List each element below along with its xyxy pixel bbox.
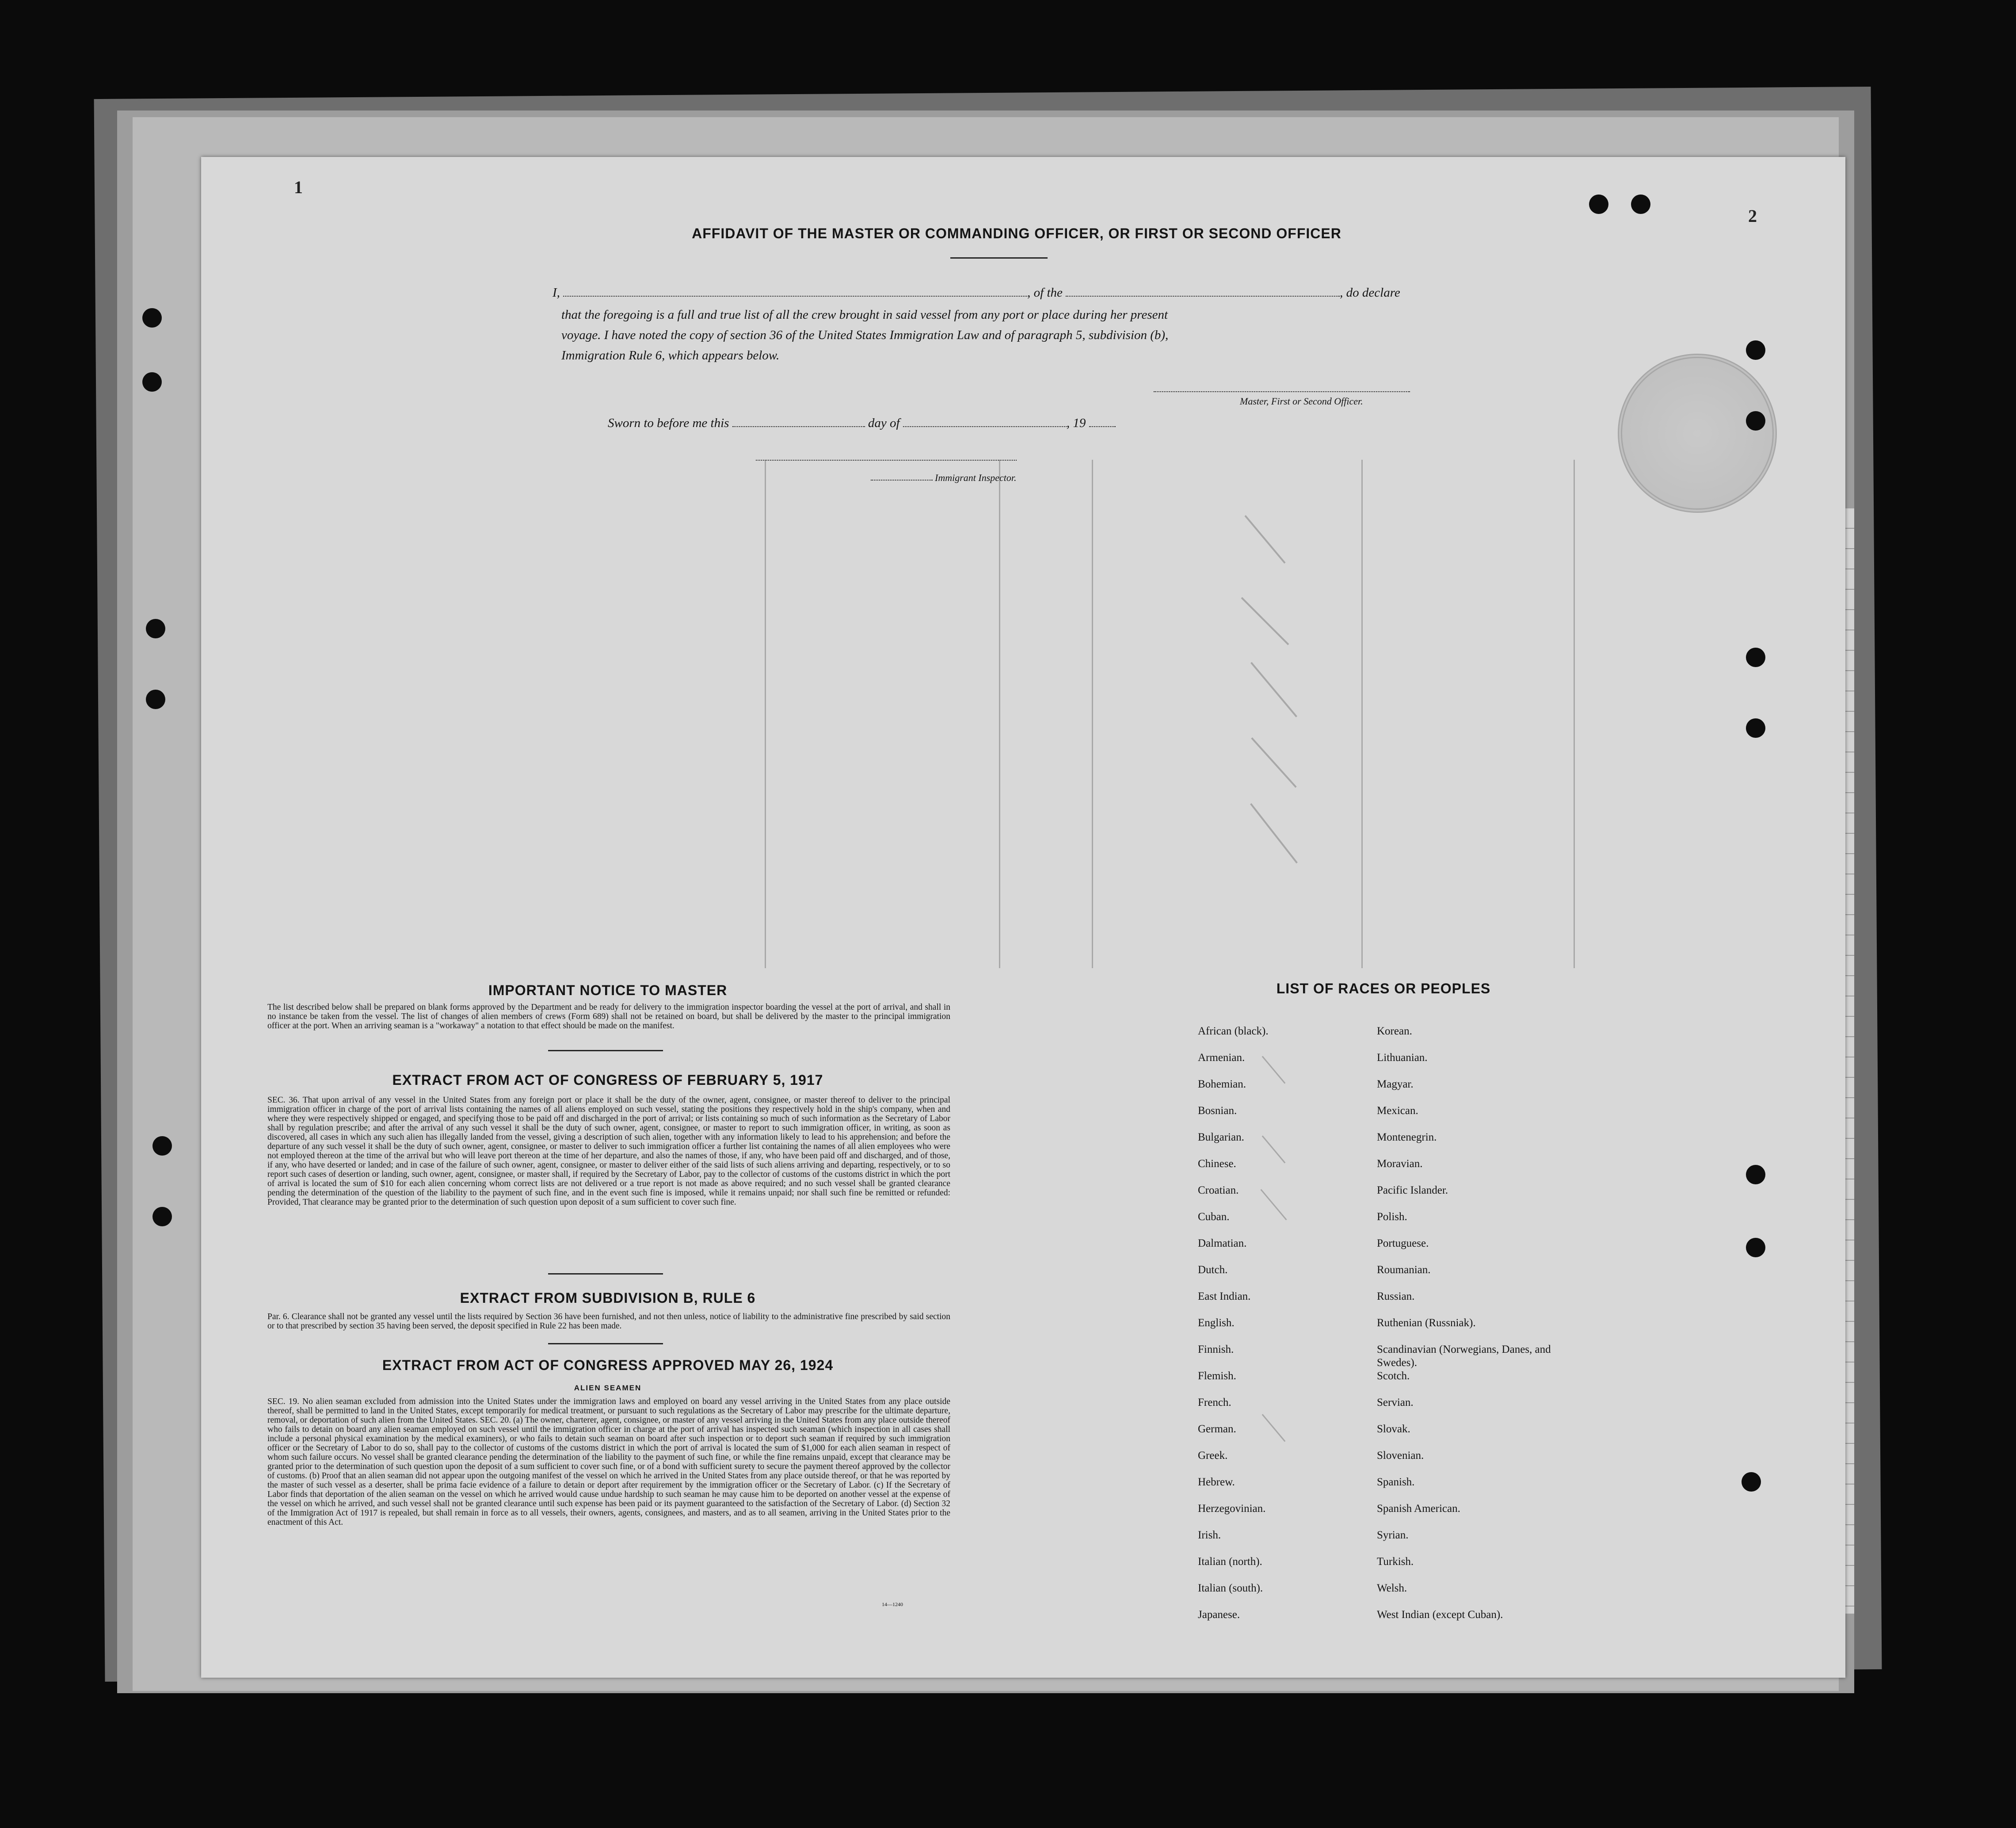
section-divider	[548, 1050, 663, 1051]
affidavit-line-2: that the foregoing is a full and true list of all the crew brought in said vessel from any port or place during her present	[561, 308, 1168, 322]
races-heading: LIST OF RACES OR PEOPLES	[1276, 981, 1491, 996]
master-signature-field[interactable]	[1154, 391, 1410, 392]
race-item: Greek.	[1198, 1450, 1228, 1462]
extract-rule6-heading: EXTRACT FROM SUBDIVISION B, RULE 6	[460, 1290, 756, 1306]
race-item: Mexican.	[1377, 1105, 1418, 1117]
race-item: West Indian (except Cuban).	[1377, 1609, 1503, 1621]
race-item: Servian.	[1377, 1397, 1414, 1408]
sworn-label: Sworn to before me this	[608, 416, 729, 430]
race-item: Scandinavian (Norwegians, Danes, and Swedes).	[1377, 1343, 1551, 1369]
year-label: , 19	[1066, 416, 1086, 430]
sworn-month-field[interactable]	[903, 426, 1067, 427]
section-divider	[548, 1273, 663, 1275]
declarant-name-field[interactable]	[563, 296, 1027, 297]
day-of-label: day of	[868, 416, 900, 430]
race-item: Scotch.	[1377, 1370, 1410, 1382]
inspector-signature-field[interactable]	[756, 460, 1017, 461]
race-item: African (black).	[1198, 1025, 1269, 1037]
extract-1924-text: SEC. 19. No alien seaman excluded from admission into the United States under the immigration laws and employed on board any vessel arriving in the United States from any place outside thereof, shall be permitted to land in the United States, except temporarily for medical treatment, or pursuant to such regulations as the Secretary of Labor may prescribe for the ultimate departure, removal, or deportation of such alien from the United States. SEC. 20. (a) The owner, charterer, agent, consignee, or master of any vessel arriving in the United States from any place outside thereof who fails to detain on board any alien seaman employed on such vessel until the immigration officer in charge at the port of arrival has inspected such seaman (which inspection in all cases shall include a personal physical examination by the medical examiners), or who fails to detain such seaman on board after such inspection or to deport such seaman if required by such immigration officer or the Secretary of Labor to do so, shall pay to the collector of customs of the customs district in which the port of arrival is located the sum of $1,000 for each alien seaman in respect of whom such failure occurs. No vessel shall be granted clearance pending the determination of the liability to the payment of such fine, or while the fine remains unpaid, except that clearance may be granted prior to the determination of such question upon the deposit of a sum sufficient to cover such fine, or of a bond with sufficient surety to secure the payment thereof approved by the collector of customs. (b) Proof that an alien seaman did not appear upon the outgoing manifest of the vessel on which he arrived in the United States from any place outside thereof, or that he was reported by the master of such vessel as a deserter, shall be prima facie evidence of a failure to detain or deport after requirement by the immigration officer or the Secretary of Labor. (c) If the Secretary of Labor finds that deportation of the alien seaman on the vessel on which he arrived would cause undue hardship to such seaman he may cause him to be deported on another vessel at the expense of the vessel on which he arrived, and such vessel shall not be granted clearance until such expense has been paid or its payment guaranteed to the satisfaction of the Secretary of Labor. (d) Section 32 of the Immigration Act of 1917 is repealed, but shall remain in force as to all vessels, their owners, agents, consignees, and masters, and as to all seamen, arriving in the United States prior to the enactment of this Act.	[267, 1397, 950, 1527]
race-item: Chinese.	[1198, 1158, 1236, 1170]
race-item: Moravian.	[1377, 1158, 1423, 1170]
race-item: Dalmatian.	[1198, 1237, 1247, 1249]
vessel-name-field[interactable]	[1066, 296, 1340, 297]
race-item: Italian (south).	[1198, 1582, 1263, 1594]
race-item: Portuguese.	[1377, 1237, 1429, 1249]
race-item: Armenian.	[1198, 1052, 1245, 1064]
race-item: Spanish.	[1377, 1476, 1415, 1488]
race-item: Turkish.	[1377, 1556, 1414, 1568]
affidavit-line-4: Immigration Rule 6, which appears below.	[561, 348, 780, 363]
race-item: Slovak.	[1377, 1423, 1410, 1435]
race-item: Pacific Islander.	[1377, 1184, 1448, 1196]
do-declare-label: , do declare	[1340, 286, 1400, 300]
notice-text: The list described below shall be prepared on blank forms approved by the Department and be ready for delivery to the immigration inspector boarding the vessel at the port of arrival, and shall in no instance be taken from the vessel. The list of changes of alien members of crews (Form 689) shall not be retained on board, but shall be delivered by the master to the principal immigration officer at the port. When an arriving seaman is a "workaway" a notation to that effect should be made on the manifest.	[267, 1003, 950, 1030]
sworn-day-field[interactable]	[732, 426, 865, 427]
race-item: Croatian.	[1198, 1184, 1239, 1196]
races-list-column-1	[1198, 1025, 1357, 1635]
inspector-signature-label: Immigrant Inspector.	[935, 472, 1017, 483]
extract-1917-heading: EXTRACT FROM ACT OF CONGRESS OF FEBRUARY 5, 1917	[392, 1072, 823, 1088]
inspection-stamp-seal	[1618, 354, 1777, 513]
race-item: Japanese.	[1198, 1609, 1240, 1621]
race-item: Welsh.	[1377, 1582, 1407, 1594]
page-number-left: 1	[294, 177, 303, 197]
race-item: Bulgarian.	[1198, 1131, 1244, 1143]
race-item: Russian.	[1377, 1290, 1415, 1302]
race-item: French.	[1198, 1397, 1231, 1408]
notice-heading: IMPORTANT NOTICE TO MASTER	[488, 982, 728, 998]
race-item: Finnish.	[1198, 1343, 1234, 1355]
race-item: Spanish American.	[1377, 1503, 1460, 1515]
inspector-signature-dots	[871, 480, 933, 481]
sworn-line	[608, 413, 1116, 433]
page-number-right: 2	[1748, 206, 1757, 226]
race-item: Flemish.	[1198, 1370, 1236, 1382]
form-print-code: 14—1240	[882, 1601, 903, 1607]
race-item: Dutch.	[1198, 1264, 1228, 1276]
extract-rule6-text: Par. 6. Clearance shall not be granted any vessel until the lists required by Section 36 have been furnished, and not then unless, notice of liability to the administrative fine prescribed by said section or to that prescribed by section 35 having been served, the deposit specified in Rule 22 has been made.	[267, 1312, 950, 1331]
race-item: East Indian.	[1198, 1290, 1251, 1302]
master-signature-label: Master, First or Second Officer.	[1240, 396, 1363, 407]
race-item: Hebrew.	[1198, 1476, 1235, 1488]
races-list-column-2	[1377, 1025, 1589, 1635]
alien-seamen-subheading: ALIEN SEAMEN	[574, 1384, 642, 1392]
race-item: Herzegovinian.	[1198, 1503, 1266, 1515]
extract-1924-heading: EXTRACT FROM ACT OF CONGRESS APPROVED MAY 26, 1924	[382, 1357, 834, 1373]
race-item: Lithuanian.	[1377, 1052, 1428, 1064]
race-item: German.	[1198, 1423, 1236, 1435]
race-item: Magyar.	[1377, 1078, 1414, 1090]
affidavit-line-3: voyage. I have noted the copy of section 36 of the United States Immigration Law and of paragraph 5, subdivision (b),	[561, 328, 1169, 342]
of-the-label: , of the	[1027, 286, 1063, 300]
race-item: Syrian.	[1377, 1529, 1409, 1541]
race-item: Roumanian.	[1377, 1264, 1431, 1276]
race-item: Korean.	[1377, 1025, 1412, 1037]
race-item: Bosnian.	[1198, 1105, 1237, 1117]
race-item: Irish.	[1198, 1529, 1221, 1541]
race-item: Slovenian.	[1377, 1450, 1424, 1462]
race-item: Bohemian.	[1198, 1078, 1246, 1090]
race-item: Cuban.	[1198, 1211, 1230, 1223]
affidavit-title: AFFIDAVIT OF THE MASTER OR COMMANDING OFFICER, OR FIRST OR SECOND OFFICER	[692, 225, 1341, 241]
race-item: Ruthenian (Russniak).	[1377, 1317, 1476, 1329]
race-item: English.	[1198, 1317, 1235, 1329]
declarant-prefix: I,	[553, 286, 560, 300]
sworn-year-field[interactable]	[1089, 426, 1116, 427]
race-item: Polish.	[1377, 1211, 1407, 1223]
race-item: Montenegrin.	[1377, 1131, 1437, 1143]
section-divider	[548, 1343, 663, 1344]
title-underline	[950, 257, 1048, 259]
extract-1917-text: SEC. 36. That upon arrival of any vessel in the United States from any foreign port or place it shall be the duty of the owner, agent, consignee, or master thereof to deliver to the principal immigration officer in charge of the port of arrival lists containing the names of all aliens employed on such vessel, stating the positions they respectively hold in the ship's company, when and where they were respectively shipped or engaged, and specifying those to be paid off and discharged in the port of arrival; or lists containing so much of such information as the Secretary of Labor shall by regulation prescribe; and after the arrival of any such vessel it shall be the duty of such owner, agent, consignee, or master to report to such immigration officer, in writing, as soon as discovered, all cases in which any such alien has illegally landed from the vessel, giving a description of such alien, together with any information likely to lead to his apprehension; and before the departure of any such vessel it shall be the duty of such owner, agent, consignee, or master to deliver to such immigration officer a further list containing the names of all alien employees who were not employed thereon at the time of the arrival but who will leave port thereon at the time of her departure, and also the names of those, if any, who have been paid off and discharged, and of those, if any, who have deserted or landed; and in case of the failure of such owner, agent, consignee, or master to deliver either of the said lists of such aliens arriving and departing, respectively, or to so report such cases of desertion or landing, such owner, agent, consignee, or master shall, if required by the Secretary of Labor, pay to the collector of customs of the customs district in which the port of arrival is located the sum of $10 for each alien concerning whom correct lists are not delivered or a true report is not made as above required; and no such vessel shall be granted clearance pending the determination of the question of the liability to the payment of such fine, and in the event such fine is imposed, while it remains unpaid; nor shall such fine be remitted or refunded: Provided, That clearance may be granted prior to the determination of such question upon deposit of a sum sufficient to cover such fine.	[267, 1095, 950, 1207]
affidavit-line-1	[553, 283, 1400, 302]
race-item: Italian (north).	[1198, 1556, 1262, 1568]
